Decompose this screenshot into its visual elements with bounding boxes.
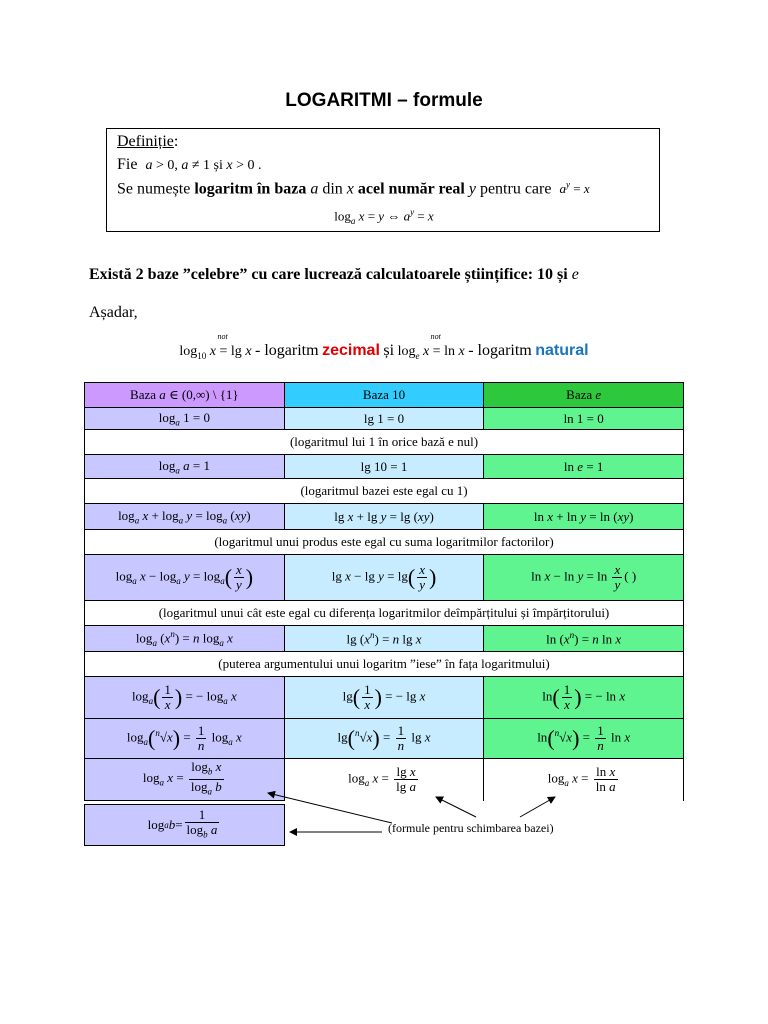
arrow-to-col2 xyxy=(436,797,476,817)
note-row: (logaritmul lui 1 în orice bază e nul) xyxy=(85,430,684,455)
header-base-e: Baza e xyxy=(484,383,684,408)
table-row: $\log_a$( $\frac{1}{x}$ ) = − $\log_a x$ lg( $\frac{1}{x}$ ) = − lg x ln( $\frac{1}{x}$ ) = − ln x xyxy=(85,677,684,719)
zecimal-label: zecimal xyxy=(322,342,380,359)
header-base-10: Baza 10 xyxy=(284,383,484,408)
change-base-note: (formule pentru schimbarea bazei) xyxy=(388,821,554,835)
asadar: Așadar, xyxy=(89,304,138,321)
header-base-a: Baza a ∈ (0,∞) \ {1} xyxy=(85,383,285,408)
definition-heading: Definiție: xyxy=(117,133,179,150)
table-row: $\log_a (x^n) = n$ $\log_a x$ $\lg (x^n) = n$ lg x $\ln (x^n) = n$ ln x xyxy=(85,626,684,652)
note-row: (logaritmul bazei este egal cu 1) xyxy=(85,479,684,504)
table-row: $\log_a(^n√x)$ = $\frac{1}{n}$ $\log_a x$ lg($^n$√x) = $\frac{1}{n}$ lg x ln($^n$√x) = $\frac{1}{n}$ ln x xyxy=(85,719,684,759)
change-base-reciprocal: log a b = $\frac{1}{\log_b a}$ xyxy=(84,804,285,846)
highlight-line: $\log_{10} x$ not = lg x - logaritm zecimal și $\log_e x$ not = ln x - logaritm natural xyxy=(179,332,589,361)
note-row: (puterea argumentului unui logaritm ”iese” în fața logaritmului) xyxy=(85,652,684,677)
natural-label: natural xyxy=(535,342,589,359)
arrow-to-col1 xyxy=(268,793,392,823)
table-row: $\log_a x - \log_a y = \log_a$( $\frac{x}{y}$ ) lg x − lg y = lg( $\frac{x}{y}$ ) ln x − ln y = ln $\frac{x}{y}$ ( ) xyxy=(85,555,684,601)
table-row: $\log_a a = 1$ lg 10 = 1 ln e = 1 xyxy=(85,455,684,479)
page-title: LOGARITMI – formule xyxy=(285,90,483,111)
table-row: $\log_a x$ = $\frac{\log_b x}{\log_a b}$ $\log_a x$ = $\frac{\text{lg x}}{\text{lg a}}$ $\log_a x$ = $\frac{\text{ln x}}{\text{ln a}}$ xyxy=(85,759,684,801)
table-row: $\log_a x + \log_a y = \log_a (xy)$ lg x + lg y = lg (xy) ln x + ln y = ln (xy) xyxy=(85,504,684,530)
definition-sentence: Se numește logaritm în baza a din x acel număr real y pentru care $a^y = x$ xyxy=(117,180,590,198)
arrow-to-col3 xyxy=(520,797,555,817)
definition-conditions: Fie a > 0, a ≠ 1 și x > 0 . xyxy=(117,156,262,173)
definition-formula: $\log_a x = y$ ⇔ $a^y = x$ xyxy=(334,207,434,226)
note-row: (logaritmul unui produs este egal cu suma logaritmilor factorilor) xyxy=(85,530,684,555)
note-row: (logaritmul unui cât este egal cu diferența logaritmilor deîmpărțitului și împărțitorului) xyxy=(85,601,684,626)
intro-line: Există 2 baze ”celebre” cu care lucrează calculatoarele științifice: 10 și e xyxy=(89,266,579,283)
table-row: $\log_a 1 = 0$ lg 1 = 0 ln 1 = 0 xyxy=(85,408,684,430)
